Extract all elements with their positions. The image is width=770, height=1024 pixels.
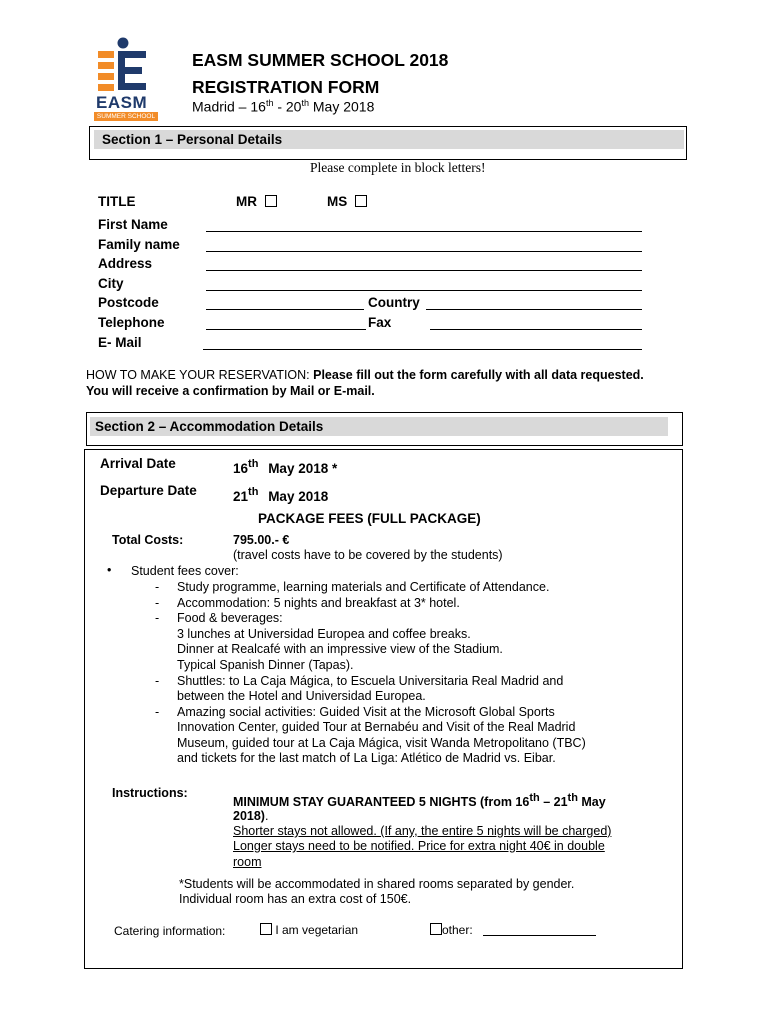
event-location-dates bbox=[192, 98, 374, 115]
fax-label: Fax bbox=[368, 315, 392, 330]
min-stay-heading bbox=[233, 792, 606, 809]
travel-costs-note: (travel costs have to be covered by the students) bbox=[233, 548, 503, 562]
arrival-rest: May 2018 * bbox=[268, 461, 338, 476]
section2-heading: Section 2 – Accommodation Details bbox=[95, 419, 324, 434]
min-stay-year: 2018) bbox=[233, 809, 265, 823]
fee-line: between the Hotel and Universidad Europea. bbox=[177, 689, 426, 703]
arrival-date-value bbox=[233, 458, 337, 476]
email-field[interactable] bbox=[203, 349, 642, 350]
dash-marker: - bbox=[155, 674, 160, 688]
min-stay-post: May bbox=[577, 795, 606, 810]
logo-text: EASM bbox=[96, 93, 148, 112]
fax-field[interactable] bbox=[430, 329, 642, 330]
dash-marker: - bbox=[155, 705, 160, 719]
ms-label: MS bbox=[327, 194, 348, 209]
fees-intro: Student fees cover: bbox=[131, 564, 239, 578]
departure-day: 21 bbox=[233, 489, 249, 504]
dash-marker: - bbox=[155, 596, 160, 610]
min-stay-pre: MINIMUM STAY GUARANTEED 5 NIGHTS (from 16 bbox=[233, 795, 530, 810]
other-option[interactable] bbox=[430, 923, 473, 937]
logo-subtitle: SUMMER SCHOOL bbox=[96, 113, 156, 120]
sup-th: th bbox=[248, 458, 259, 470]
mr-label: MR bbox=[236, 194, 257, 209]
sup-th: th bbox=[265, 98, 274, 108]
sup-th: th bbox=[529, 792, 540, 804]
section1-heading: Section 1 – Personal Details bbox=[102, 132, 283, 147]
location-text: Madrid – 16 bbox=[192, 98, 266, 115]
other-label: other: bbox=[442, 923, 473, 937]
instructions-label: Instructions: bbox=[112, 786, 188, 800]
vegetarian-option[interactable] bbox=[260, 923, 358, 937]
longer-stays-note: Longer stays need to be notified. Price for extra night 40€ in double bbox=[233, 839, 605, 853]
fee-line: Typical Spanish Dinner (Tapas). bbox=[177, 658, 354, 672]
country-label: Country bbox=[368, 295, 420, 310]
page-title: EASM SUMMER SCHOOL 2018 bbox=[192, 50, 449, 70]
sup-th: th bbox=[301, 98, 309, 108]
location-end: May 2018 bbox=[308, 98, 375, 115]
fee-line: Amazing social activities: Guided Visit at the Microsoft Global Sports bbox=[177, 705, 555, 719]
reservation-instructions bbox=[86, 368, 644, 399]
family-name-label: Family name bbox=[98, 237, 180, 252]
location-mid: - 20 bbox=[273, 98, 302, 115]
bullet-icon: • bbox=[107, 563, 112, 577]
fee-line: Study programme, learning materials and Certificate of Attendance. bbox=[177, 580, 550, 594]
fee-line: Shuttles: to La Caja Mágica, to Escuela Universitaria Real Madrid and bbox=[177, 674, 564, 688]
mr-option[interactable] bbox=[236, 194, 277, 209]
min-stay-mid: – 21 bbox=[539, 795, 568, 810]
fee-line: 3 lunches at Universidad Europea and coffee breaks. bbox=[177, 627, 471, 641]
other-catering-field[interactable] bbox=[483, 935, 596, 936]
sup-th: th bbox=[567, 792, 578, 804]
ms-option[interactable] bbox=[327, 194, 367, 209]
address-field[interactable] bbox=[206, 270, 642, 271]
shared-rooms-note: *Students will be accommodated in shared rooms separated by gender. bbox=[179, 877, 575, 891]
first-name-field[interactable] bbox=[206, 231, 642, 232]
fee-line: Food & beverages: bbox=[177, 611, 283, 625]
postcode-label: Postcode bbox=[98, 295, 159, 310]
package-title: PACKAGE FEES (FULL PACKAGE) bbox=[258, 511, 481, 526]
title-label: TITLE bbox=[98, 194, 136, 209]
city-field[interactable] bbox=[206, 290, 642, 291]
block-letters-note: Please complete in block letters! bbox=[310, 160, 486, 175]
country-field[interactable] bbox=[426, 309, 642, 310]
arrival-date-label: Arrival Date bbox=[100, 456, 176, 471]
email-label: E- Mail bbox=[98, 335, 142, 350]
ms-checkbox[interactable] bbox=[355, 195, 367, 207]
total-costs-value: 795.00.- € bbox=[233, 533, 290, 547]
mr-checkbox[interactable] bbox=[265, 195, 277, 207]
departure-date-label: Departure Date bbox=[100, 483, 197, 498]
other-checkbox[interactable] bbox=[430, 923, 442, 935]
reservation-bold1: Please fill out the form carefully with all data requested. bbox=[313, 368, 644, 382]
form-title: REGISTRATION FORM bbox=[192, 77, 380, 97]
reservation-lead: HOW TO MAKE YOUR RESERVATION: bbox=[86, 368, 314, 382]
shorter-stays-note: Shorter stays not allowed. (If any, the entire 5 nights will be charged) bbox=[233, 824, 612, 838]
fee-line: Museum, guided tour at La Caja Mágica, visit Wanda Metropolitano (TBC) bbox=[177, 736, 586, 750]
fee-line: Innovation Center, guided Tour at Bernabéu and Visit of the Real Madrid bbox=[177, 720, 576, 734]
telephone-label: Telephone bbox=[98, 315, 165, 330]
fee-line: Dinner at Realcafé with an impressive view of the Stadium. bbox=[177, 642, 503, 656]
dash-marker: - bbox=[155, 611, 160, 625]
reservation-bold2: You will receive a confirmation by Mail or E-mail. bbox=[86, 383, 375, 398]
arrival-day: 16 bbox=[233, 461, 249, 476]
vegetarian-checkbox[interactable] bbox=[260, 923, 272, 935]
family-name-field[interactable] bbox=[206, 251, 642, 252]
easm-logo bbox=[94, 37, 158, 123]
min-stay-dot: . bbox=[264, 809, 269, 823]
departure-rest: May 2018 bbox=[268, 489, 329, 504]
catering-label: Catering information: bbox=[114, 924, 226, 938]
dash-marker: - bbox=[155, 580, 160, 594]
min-stay-line2 bbox=[233, 809, 268, 823]
first-name-label: First Name bbox=[98, 217, 168, 232]
city-label: City bbox=[98, 276, 124, 291]
longer-stays-note-2: room bbox=[233, 855, 262, 869]
total-costs-label: Total Costs: bbox=[112, 533, 184, 547]
fee-line: and tickets for the last match of La Liga: Atlético de Madrid vs. Eibar. bbox=[177, 751, 556, 765]
individual-room-note: Individual room has an extra cost of 150€. bbox=[179, 892, 412, 906]
sup-th: th bbox=[248, 486, 259, 498]
logo-subtitle-band bbox=[94, 112, 158, 121]
address-label: Address bbox=[98, 256, 153, 271]
telephone-field[interactable] bbox=[206, 329, 366, 330]
departure-date-value bbox=[233, 486, 328, 504]
vegetarian-label: I am vegetarian bbox=[275, 923, 359, 937]
fee-line: Accommodation: 5 nights and breakfast at 3* hotel. bbox=[177, 596, 460, 610]
postcode-field[interactable] bbox=[206, 309, 364, 310]
